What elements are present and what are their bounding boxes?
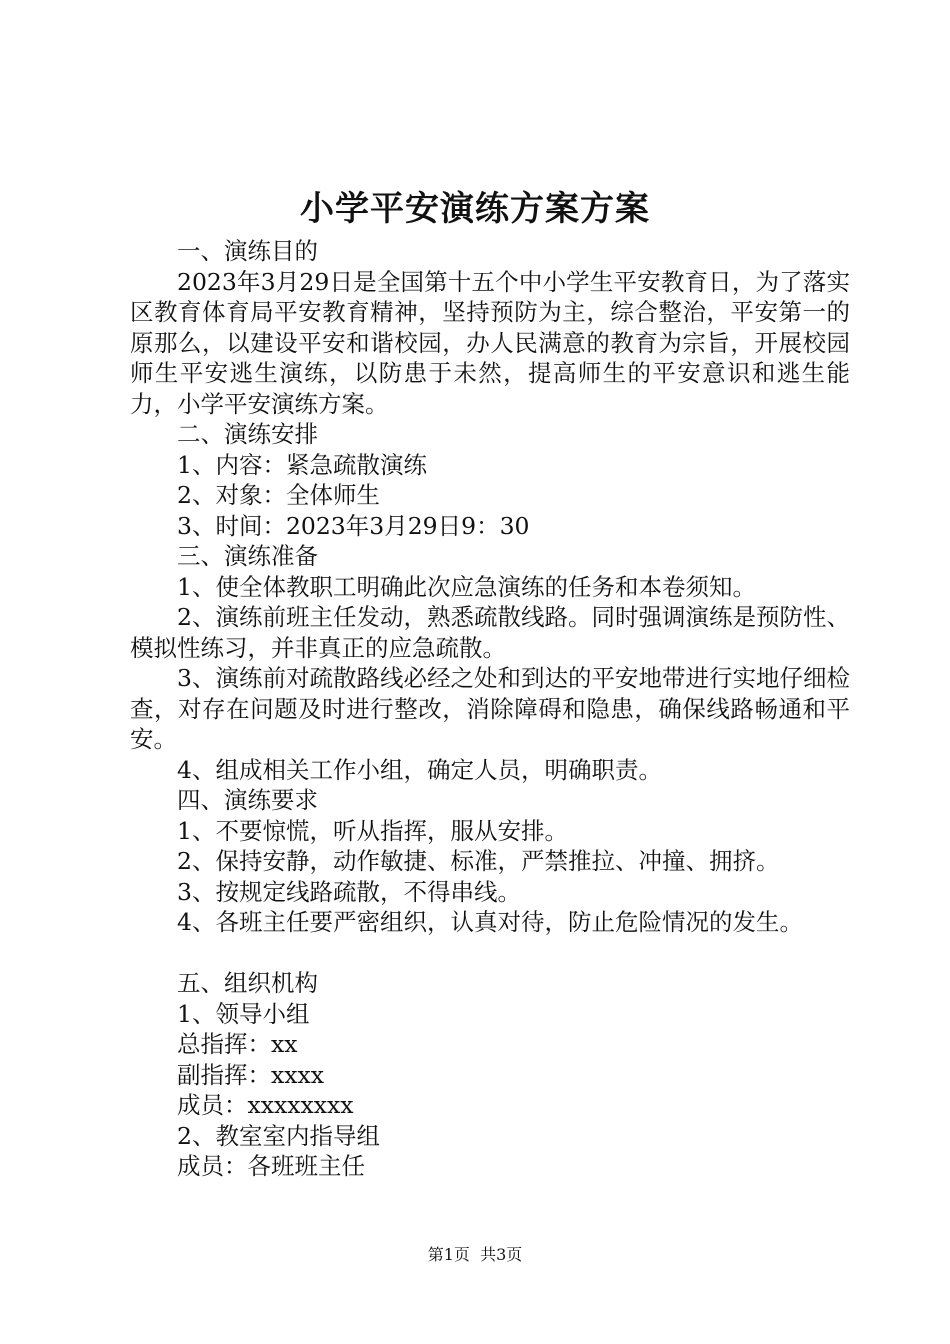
list-item: 成员：各班班主任	[177, 1152, 365, 1180]
section-heading-arrangement: 二、演练安排	[177, 420, 318, 448]
list-item: 副指挥：xxxx	[177, 1060, 325, 1089]
document-title: 小学平安演练方案方案	[300, 189, 650, 229]
list-item: 成员：xxxxxxxx	[177, 1091, 354, 1119]
list-item: 总指挥：xx	[177, 1030, 298, 1058]
list-item: 4、各班主任要严密组织，认真对待，防止危险情况的发生。	[177, 908, 803, 936]
list-item: 1、内容：紧急疏散演练	[177, 450, 427, 479]
blank-line	[130, 938, 850, 969]
list-item: 2、保持安静，动作敏捷、标准，严禁推拉、冲撞、拥挤。	[177, 847, 780, 875]
paragraph-purpose: 2023年3月29日是全国第十五个中小学生平安教育日，为了落实区教育体育局平安教育精神，坚持预防为主，综合整治，平安第一的原那么，以建设平安和谐校园，办人民满意的教育为宗旨，开展校园师生平安逃生演练，以防患于未然，提高师生的平安意识和逃生能力，小学平安演练方案。	[130, 267, 850, 418]
list-item: 3、时间：2023年3月29日9：30	[177, 511, 530, 540]
list-item: 1、领导小组	[177, 999, 310, 1028]
list-item: 3、按规定线路疏散，不得串线。	[177, 877, 521, 906]
section-heading-requirements: 四、演练要求	[177, 786, 318, 814]
page-footer	[0, 1243, 950, 1267]
list-item: 1、不要惊慌，听从指挥，服从安排。	[177, 816, 568, 845]
list-item: 4、组成相关工作小组，确定人员，明确职责。	[177, 755, 662, 784]
section-heading-preparation: 三、演练准备	[177, 542, 318, 570]
list-item: 2、教室室内指导组	[177, 1121, 380, 1150]
section-heading-organization: 五、组织机构	[177, 969, 318, 997]
list-item: 2、演练前班主任发动，熟悉疏散线路。同时强调演练是预防性、模拟性练习，并非真正的应急疏散。	[130, 603, 850, 662]
list-item: 2、对象：全体师生	[177, 481, 380, 509]
list-item: 3、演练前对疏散路线必经之处和到达的平安地带进行实地仔细检查，对存在问题及时进行整改，消除障碍和隐患，确保线路畅通和平安。	[130, 664, 850, 753]
list-item: 1、使全体教职工明确此次应急演练的任务和本卷须知。	[177, 572, 756, 601]
page-number: 第1页 共3页	[427, 1245, 523, 1264]
document-body	[130, 236, 850, 1182]
section-heading-purpose: 一、演练目的	[177, 237, 318, 265]
